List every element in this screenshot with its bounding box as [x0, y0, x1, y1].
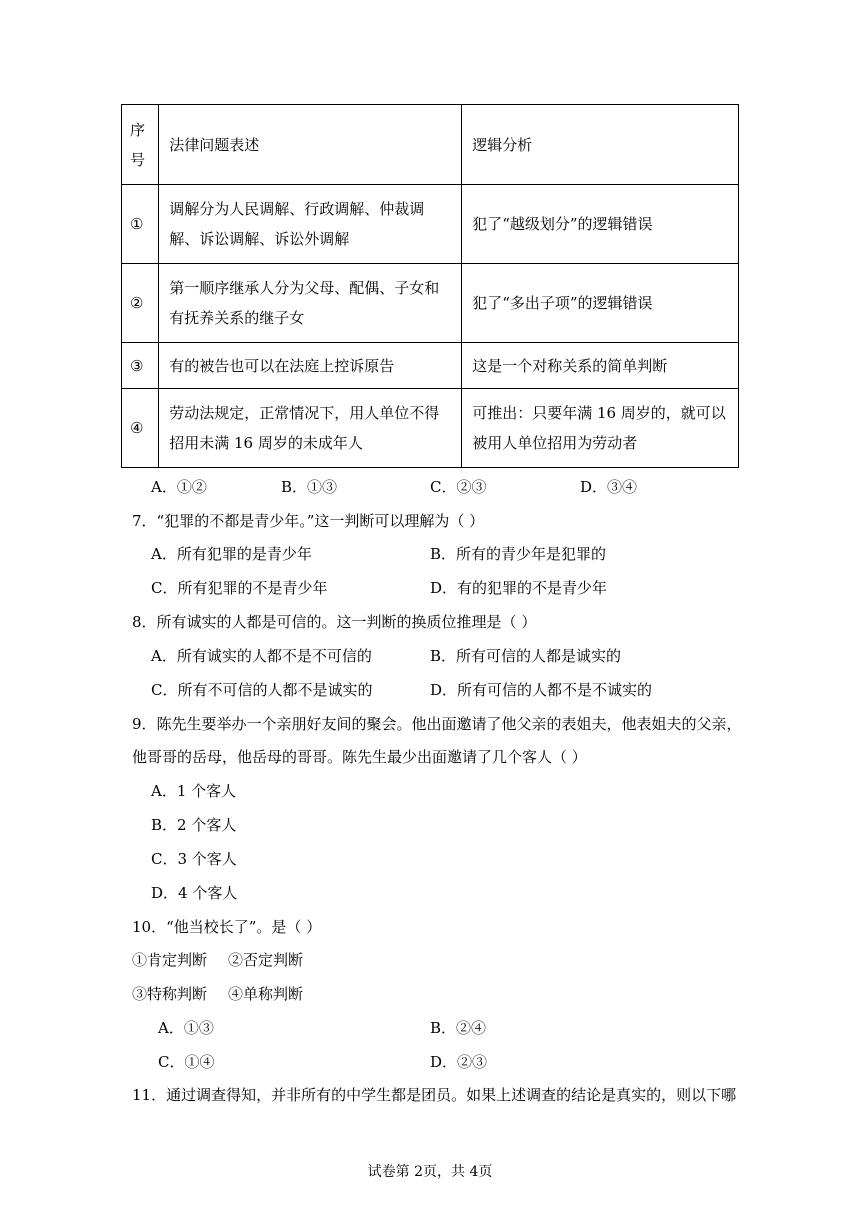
row-analysis: 犯了“多出子项”的逻辑错误 — [462, 264, 739, 343]
table-header-row — [122, 105, 739, 185]
q8-option-a: A．所有诚实的人都不是不可信的 — [151, 647, 372, 665]
header-analysis: 逻辑分析 — [462, 105, 739, 185]
q8-stem: 8．所有诚实的人都是可信的。这一判断的换质位推理是（ ） — [132, 613, 537, 631]
q8-option-c: C．所有不可信的人都不是诚实的 — [151, 681, 373, 699]
q9-stem-line2: 他哥哥的岳母，他岳母的哥哥。陈先生最少出面邀请了几个客人（ ） — [132, 748, 587, 766]
logic-analysis-table — [121, 104, 739, 468]
header-statement: 法律问题表述 — [159, 105, 462, 185]
q10-choice-4: ④单称判断 — [228, 985, 304, 1003]
q7-option-c: C．所有犯罪的不是青少年 — [151, 579, 328, 597]
table-row — [122, 389, 739, 468]
row-num: ③ — [122, 343, 159, 389]
row-analysis: 犯了“越级划分”的逻辑错误 — [462, 185, 739, 264]
table-row — [122, 264, 739, 343]
q10-choice-2: ②否定判断 — [228, 951, 304, 969]
q10-option-b: B．②④ — [430, 1019, 487, 1037]
q10-option-c: C．①④ — [158, 1053, 215, 1071]
q6-option-d: D．③④ — [580, 478, 638, 496]
q10-choice-3: ③特称判断 — [132, 985, 208, 1003]
q11-stem: 11．通过调查得知，并非所有的中学生都是团员。如果上述调查的结论是真实的，则以下哪 — [132, 1086, 737, 1104]
q9-option-c: C．3 个客人 — [151, 850, 237, 868]
q6-option-c: C．②③ — [430, 478, 487, 496]
q10-stem: 10．“他当校长了”。是（ ） — [132, 918, 322, 936]
row-statement: 第一顺序继承人分为父母、配偶、子女和有抚养关系的继子女 — [159, 264, 462, 343]
q10-option-d: D．②③ — [430, 1053, 488, 1071]
q9-stem-line1: 9．陈先生要举办一个亲朋好友间的聚会。他出面邀请了他父亲的表姐夫，他表姐夫的父亲， — [132, 715, 742, 733]
row-analysis: 这是一个对称关系的简单判断 — [462, 343, 739, 389]
q8-option-b: B．所有可信的人都是诚实的 — [430, 647, 622, 665]
q9-option-a: A．1 个客人 — [151, 782, 237, 800]
row-analysis: 可推出：只要年满 16 周岁的，就可以被用人单位招用为劳动者 — [462, 389, 739, 468]
q8-option-d: D．所有可信的人都不是不诚实的 — [430, 681, 653, 699]
row-statement: 调解分为人民调解、行政调解、仲裁调解、诉讼调解、诉讼外调解 — [159, 185, 462, 264]
table-row — [122, 343, 739, 389]
q7-stem: 7．“犯罪的不都是青少年。”这一判断可以理解为（ ） — [132, 512, 485, 530]
q7-option-b: B．所有的青少年是犯罪的 — [430, 545, 607, 563]
header-num: 序号 — [122, 105, 159, 185]
row-statement: 劳动法规定，正常情况下，用人单位不得招用未满 16 周岁的未成年人 — [159, 389, 462, 468]
q9-option-d: D．4 个客人 — [151, 884, 238, 902]
row-num: ① — [122, 185, 159, 264]
table-row — [122, 185, 739, 264]
q6-option-b: B．①③ — [281, 478, 338, 496]
row-num: ④ — [122, 389, 159, 468]
q10-option-a: A．①③ — [158, 1019, 214, 1037]
q6-option-a: A．①② — [151, 478, 207, 496]
row-statement: 有的被告也可以在法庭上控诉原告 — [159, 343, 462, 389]
q10-choice-1: ①肯定判断 — [132, 951, 208, 969]
page-footer: 试卷第 2页，共 4页 — [367, 1164, 493, 1180]
q7-option-d: D．有的犯罪的不是青少年 — [430, 579, 608, 597]
q9-option-b: B．2 个客人 — [151, 816, 237, 834]
q7-option-a: A．所有犯罪的是青少年 — [151, 545, 312, 563]
row-num: ② — [122, 264, 159, 343]
